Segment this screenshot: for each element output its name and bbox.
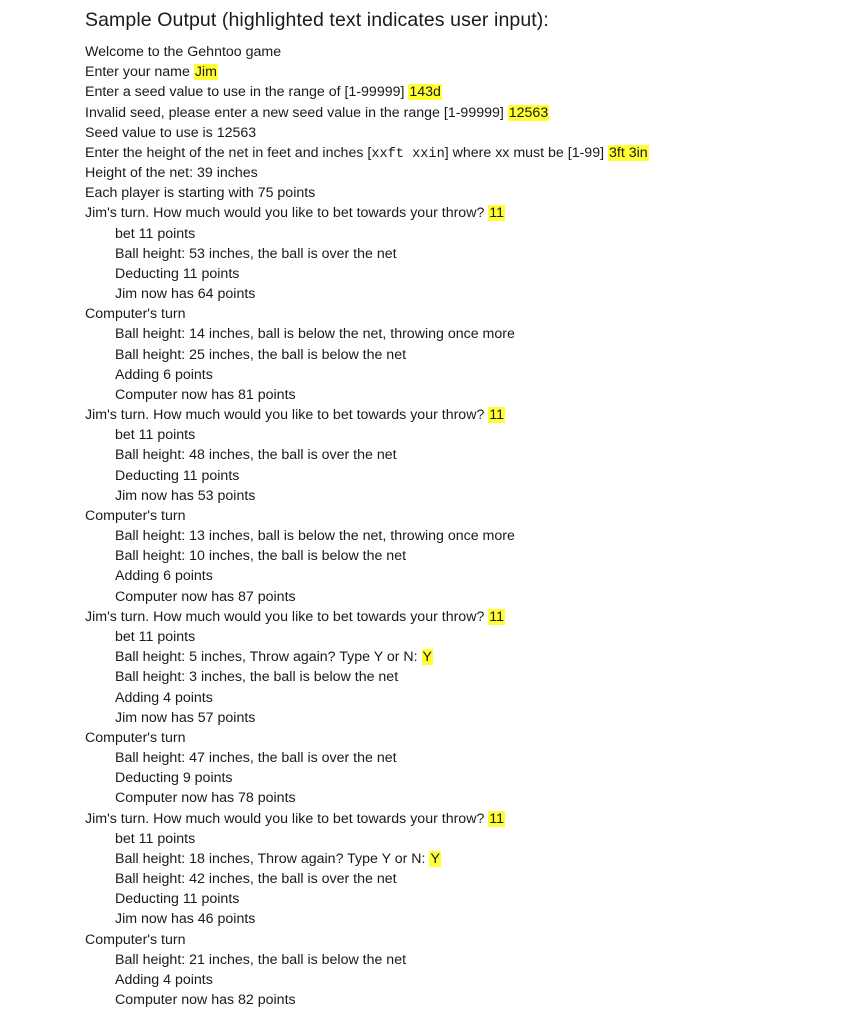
output-line — [85, 143, 825, 163]
output-line — [85, 345, 825, 365]
output-text: Computer now has 82 points — [115, 992, 296, 1009]
output-line — [85, 950, 825, 970]
output-text: bet 11 points — [115, 628, 196, 645]
output-text: Ball height: 14 inches, ball is below the net, throwing once more — [115, 326, 515, 343]
page-heading: Sample Output (highlighted text indicates user input): — [85, 9, 549, 31]
output-line — [85, 627, 825, 647]
output-text: Jim's turn. How much would you like to bet towards your throw? — [85, 407, 489, 424]
output-line — [85, 123, 825, 143]
output-line — [85, 526, 825, 546]
output-line — [85, 82, 825, 102]
output-text: Computer's turn — [85, 306, 186, 323]
output-text: Deducting 11 points — [115, 467, 240, 484]
output-text: Jim's turn. How much would you like to bet towards your throw? — [85, 810, 489, 827]
output-text: Ball height: 53 inches, the ball is over the net — [115, 245, 397, 262]
output-text: Ball height: 21 inches, the ball is below the net — [115, 951, 407, 968]
output-line — [85, 183, 825, 203]
output-line — [85, 970, 825, 990]
output-text: Adding 4 points — [115, 689, 213, 706]
output-line — [85, 647, 825, 667]
output-line — [85, 506, 825, 526]
output-line — [85, 203, 825, 223]
output-text: Invalid seed, please enter a new seed value in the range [1-99999] — [85, 104, 508, 121]
output-line — [85, 869, 825, 889]
output-text: Ball height: 42 inches, the ball is over the net — [115, 871, 397, 888]
output-text: Ball height: 13 inches, ball is below the net, throwing once more — [115, 528, 515, 545]
output-text: Ball height: 25 inches, the ball is below the net — [115, 346, 407, 363]
output-text: Jim now has 46 points — [115, 911, 256, 928]
output-text: Computer's turn — [85, 507, 186, 524]
output-line — [85, 284, 825, 304]
output-text: Ball height: 10 inches, the ball is below the net — [115, 548, 407, 565]
user-input-highlight: Y — [430, 850, 440, 867]
output-line — [85, 163, 825, 183]
output-text: Computer now has 78 points — [115, 790, 296, 807]
output-line — [85, 748, 825, 768]
user-input-highlight: 12563 — [508, 104, 549, 121]
output-text: Adding 6 points — [115, 568, 213, 585]
output-line — [85, 809, 825, 829]
output-line — [85, 990, 825, 1010]
output-text: Ball height: 3 inches, the ball is below the net — [115, 669, 399, 686]
output-line — [85, 587, 825, 607]
output-text: Ball height: 47 inches, the ball is over the net — [115, 750, 397, 767]
output-line — [85, 62, 825, 82]
output-text: Adding 6 points — [115, 366, 213, 383]
user-input-highlight: 11 — [489, 205, 505, 222]
output-text: ] where xx must be [1-99] — [444, 144, 608, 161]
output-line — [85, 909, 825, 929]
user-input-highlight: Jim — [194, 64, 217, 81]
output-text: Deducting 9 points — [115, 770, 233, 787]
output-line — [85, 667, 825, 687]
output-line — [85, 788, 825, 808]
format-placeholder-text: xxft xxin — [371, 146, 445, 162]
output-line — [85, 889, 825, 909]
output-text: Jim now has 53 points — [115, 487, 256, 504]
output-line — [85, 466, 825, 486]
output-line — [85, 728, 825, 748]
output-line — [85, 930, 825, 950]
output-text: Enter the height of the net in feet and inches [ — [85, 144, 372, 161]
output-line — [85, 546, 825, 566]
user-input-highlight: 11 — [489, 810, 505, 827]
output-text: Adding 4 points — [115, 971, 213, 988]
output-text: Each player is starting with 75 points — [85, 185, 316, 202]
user-input-highlight: 3ft 3in — [608, 144, 648, 161]
output-text: Jim's turn. How much would you like to bet towards your throw? — [85, 205, 489, 222]
output-text: Ball height: 5 inches, Throw again? Type Y or N: — [115, 649, 422, 666]
output-line — [85, 385, 825, 405]
output-text: Jim now has 57 points — [115, 709, 256, 726]
output-text: bet 11 points — [115, 225, 196, 242]
output-text: Seed value to use is 12563 — [85, 124, 257, 141]
output-text: Computer's turn — [85, 729, 186, 746]
output-line — [85, 607, 825, 627]
output-line — [85, 486, 825, 506]
output-text: Height of the net: 39 inches — [85, 165, 258, 182]
user-input-highlight: Y — [422, 649, 433, 666]
output-line — [85, 829, 825, 849]
output-text: Jim's turn. How much would you like to bet towards your throw? — [85, 608, 489, 625]
output-text: Ball height: 18 inches, Throw again? Type Y or N: — [115, 850, 430, 867]
output-line — [85, 42, 825, 62]
output-text: Computer's turn — [85, 931, 186, 948]
user-input-highlight: 143d — [409, 84, 441, 101]
output-line — [85, 445, 825, 465]
output-text: Deducting 11 points — [115, 891, 240, 908]
output-text: Welcome to the Gehntoo game — [85, 44, 282, 60]
user-input-highlight: 11 — [489, 407, 505, 424]
output-text: Computer now has 81 points — [115, 386, 296, 403]
output-line — [85, 224, 825, 244]
output-text: bet 11 points — [115, 427, 196, 444]
output-line — [85, 688, 825, 708]
output-line — [85, 304, 825, 324]
user-input-highlight: 11 — [489, 608, 505, 625]
output-text: Enter your name — [85, 64, 194, 81]
output-line — [85, 425, 825, 445]
output-text: Deducting 11 points — [115, 265, 240, 282]
output-text: Ball height: 48 inches, the ball is over the net — [115, 447, 397, 464]
output-line — [85, 768, 825, 788]
output-line — [85, 566, 825, 586]
output-line — [85, 324, 825, 344]
output-text: Computer now has 87 points — [115, 588, 296, 605]
output-line — [85, 244, 825, 264]
output-line — [85, 103, 825, 123]
output-line — [85, 849, 825, 869]
sample-output-transcript — [85, 42, 825, 1010]
output-line — [85, 405, 825, 425]
output-text: bet 11 points — [115, 830, 196, 847]
output-line — [85, 708, 825, 728]
output-line — [85, 365, 825, 385]
output-line — [85, 264, 825, 284]
output-text: Jim now has 64 points — [115, 286, 256, 303]
output-text: Enter a seed value to use in the range of [1-99999] — [85, 84, 409, 101]
